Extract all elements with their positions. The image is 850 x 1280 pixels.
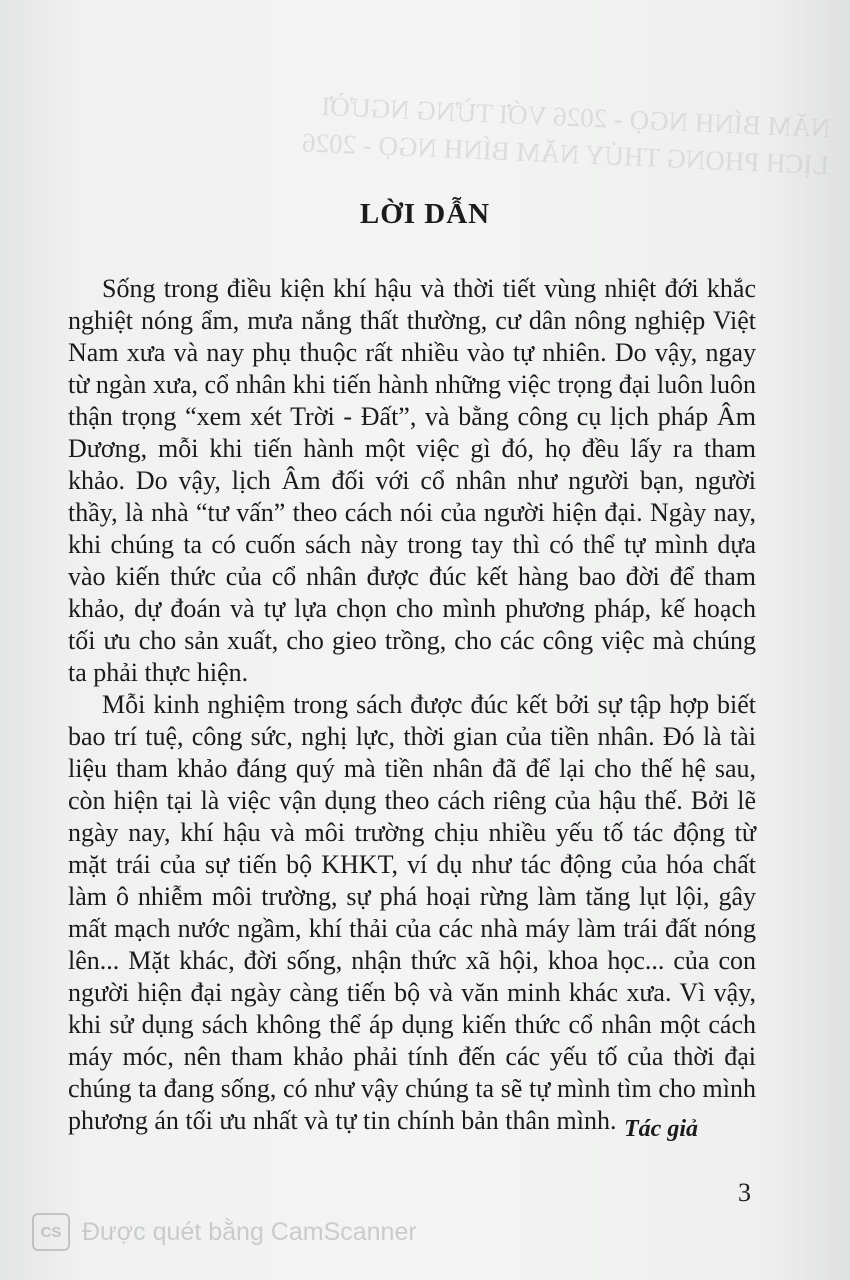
watermark-text: Được quét bằng CamScanner [82,1217,417,1246]
camscanner-watermark [32,1212,417,1252]
camscanner-logo-icon: CS [32,1213,70,1251]
page-number: 3 [738,1178,751,1207]
page-title: LỜI DẪN [359,198,491,230]
body-text [68,273,756,1137]
paragraph-2: Mỗi kinh nghiệm trong sách được đúc kết bởi sự tập hợp biết bao trí tuệ, công sức, nghị lực, thời gian của tiền nhân. Đó là tài liệu tham khảo đáng quý mà tiền nhân đã để lại cho thế hệ sau, còn hiện tại là việc vận dụng theo cách riêng của hậu thế. Bởi lẽ ngày nay, khí hậu và môi trường chịu nhiều yếu tố tác động từ mặt trái của sự tiến bộ KHKT, ví dụ như tác động của hóa chất làm ô nhiễm môi trường, sự phá hoại rừng làm tăng lụt lội, gây mất mạch nước ngầm, khí thải của các nhà máy làm trái đất nóng lên... Mặt khác, đời sống, nhận thức xã hội, khoa học... của con người hiện đại ngày càng tiến bộ và văn minh khác xưa. Vì vậy, khi sử dụng sách không thể áp dụng kiến thức cổ nhân một cách máy móc, nên tham khảo phải tính đến các yếu tố của thời đại chúng ta đang sống, có như vậy chúng ta sẽ tự mình tìm cho mình phương án tối ưu nhất và tự tin chính bản thân mình. [68,690,756,1135]
author-signature: Tác giả [624,1116,698,1142]
bleed-through-text: NĂM BÍNH NGỌ - 2026 VỚI TỪNG NGƯỜI LỊCH PHONG THỦY NĂM BÍNH NGỌ - 2026 [301,91,832,181]
paragraph-1: Sống trong điều kiện khí hậu và thời tiết vùng nhiệt đới khắc nghiệt nóng ẩm, mưa nắng thất thường, cư dân nông nghiệp Việt Nam xưa và nay phụ thuộc rất nhiều vào tự nhiên. Do vậy, ngay từ ngàn xưa, cổ nhân khi tiến hành những việc trọng đại luôn luôn thận trọng “xem xét Trời - Đất”, và bằng công cụ lịch pháp Âm Dương, mỗi khi tiến hành một việc gì đó, họ đều lấy ra tham khảo. Do vậy, lịch Âm đối với cổ nhân như người bạn, người thầy, là nhà “tư vấn” theo cách nói của người hiện đại. Ngày nay, khi chúng ta có cuốn sách này trong tay thì có thể tự mình dựa vào kiến thức của cổ nhân được đúc kết hàng bao đời để tham khảo, dự đoán và tự lựa chọn cho mình phương pháp, kế hoạch tối ưu cho sản xuất, cho gieo trồng, cho các công việc mà chúng ta phải thực hiện. [68,274,756,687]
